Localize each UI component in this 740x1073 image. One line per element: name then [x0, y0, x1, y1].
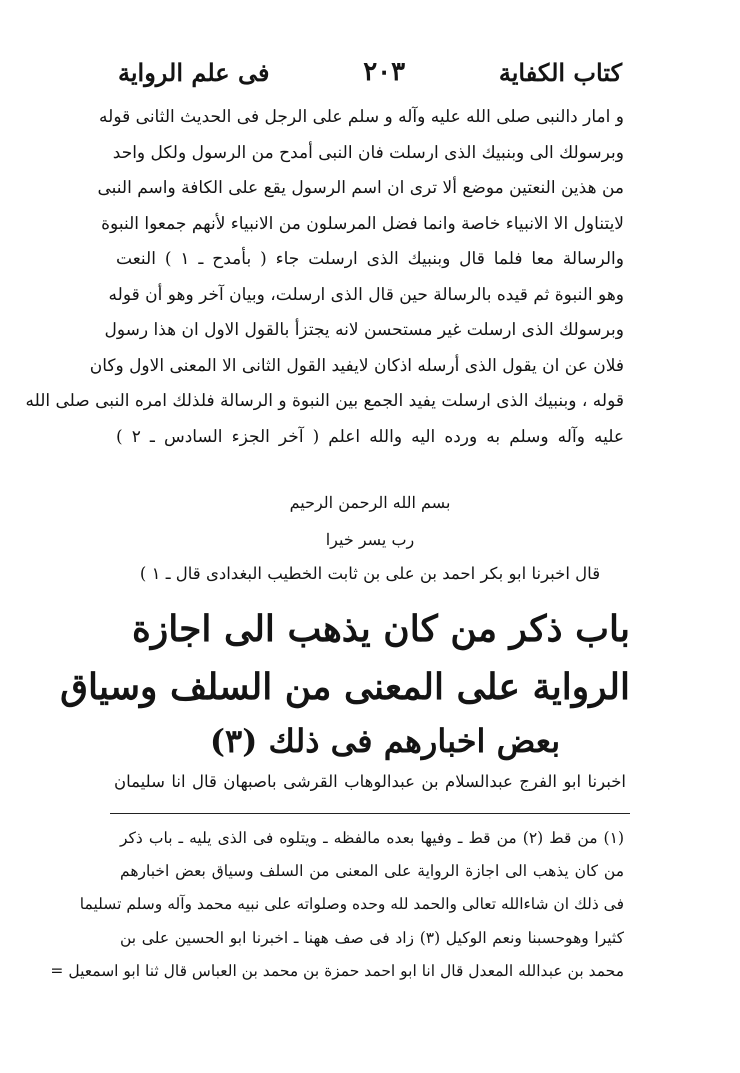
- invocation-line: رب يسر خيرا: [325, 530, 415, 549]
- text-line: والرسالة معا فلما قال وبنبيك الذى ارسلت جاء ( بأمدح ـ ١ ) النعت: [116, 249, 624, 269]
- chapter-heading-line: بعض اخبارهم فى ذلك (٣): [209, 722, 561, 760]
- footnote-line: فى ذلك ان شاءالله تعالى والحمد لله وحده وصلواته على نبيه محمد وآله وسلم تسليما: [79, 895, 624, 914]
- footnote-line: (١) من قط (٢) من قط ـ وفيها بعده مالفظه ـ ويتلوه فى الذى يليه ـ باب ذكر: [120, 829, 624, 847]
- footnote-divider: [110, 813, 630, 814]
- header-book-title: كتاب الكفاية: [498, 57, 622, 87]
- narration-line: اخبرنا ابو الفرج عبدالسلام بن عبدالوهاب القرشى باصبهان قال انا سليمان: [114, 772, 626, 791]
- chapter-heading-line: باب ذكر من كان يذهب الى اجازة: [131, 608, 630, 650]
- text-line: لايتناول الا الانبياء خاصة وانما فضل المرسلون من الانبياء لأنهم جمعوا النبوة: [101, 213, 624, 234]
- page-number: ٢٠٣: [363, 57, 406, 87]
- footnote-line: محمد بن عبدالله المعدل قال انا ابو احمد حمزة بن محمد بن العباس قال ثنا ابو اسمعيل =: [50, 961, 624, 980]
- header-section-title: فى علم الرواية: [118, 57, 270, 87]
- text-line: وبرسولك الى وبنبيك الذى ارسلت فان النبى أمدح من الرسول ولكل واحد: [112, 142, 624, 163]
- text-line: عليه وآله وسلم به ورده اليه والله اعلم ( آخر الجزء السادس ـ ٢ ): [116, 426, 624, 447]
- footnotes: [50, 822, 624, 988]
- text-line: و امار دالنبى صلى الله عليه وآله و سلم على الرجل فى الحديث الثانى قوله: [99, 107, 624, 127]
- footnote-line: من كان يذهب الى اجازة الرواية على المعنى من السلف وسياق بعض اخبارهم: [120, 862, 624, 881]
- text-line: من هذين النعتين موضع ألا ترى ان اسم الرسول يقع على الكافة واسم النبى: [97, 178, 624, 198]
- main-text: [25, 100, 624, 455]
- chapter-heading-line: الرواية على المعنى من السلف وسياق: [60, 666, 630, 708]
- text-line: قوله ، وبنبيك الذى ارسلت يفيد الجمع بين النبوة و الرسالة فلذلك امره النبى صلى الله: [25, 391, 624, 411]
- text-line: فلان عن ان يقول الذى أرسله اذكان لايفيد القول الثانى الا المعنى الاول وكان: [89, 355, 624, 376]
- isnad-line: قال اخبرنا ابو بكر احمد بن على بن ثابت الخطيب البغدادى قال ـ ١ ): [139, 564, 601, 583]
- basmala: بسم الله الرحمن الرحيم: [289, 493, 451, 512]
- running-header: [118, 52, 622, 92]
- text-line: وهو النبوة ثم قيده بالرسالة حين قال الذى ارسلت، وبيان آخر وهو أن قوله: [108, 284, 624, 305]
- text-line: وبرسولك الذى ارسلت غير مستحسن لانه يجتزأ بالقول الاول ان هذا رسول: [104, 320, 624, 340]
- footnote-line: كثيرا وهوحسبنا ونعم الوكيل (٣) زاد فى صف ههنا ـ اخبرنا ابو الحسين على بن: [120, 928, 624, 947]
